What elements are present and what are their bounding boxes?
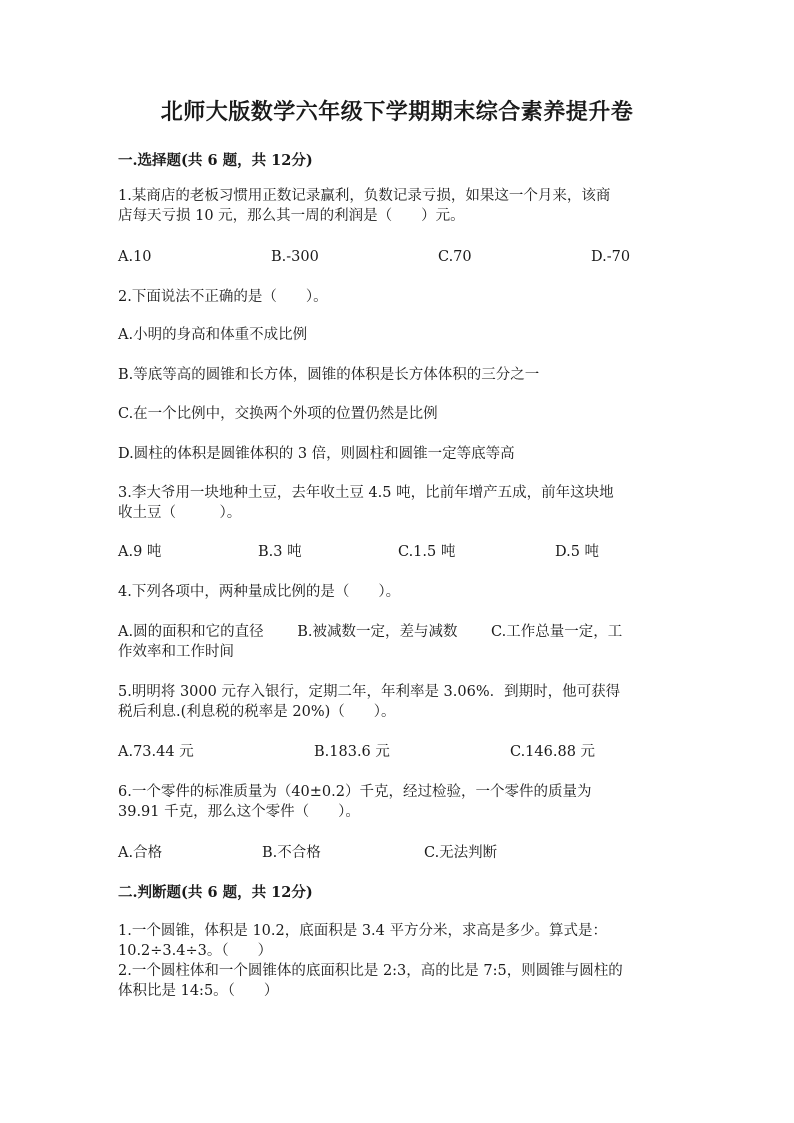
judgement-2-line-1: 2.一个圆柱体和一个圆锥体的底面积比是 2:3，高的比是 7:5，则圆锥与圆柱的: [118, 963, 623, 979]
option-a: A.10: [118, 249, 152, 265]
question-6-line-2: 39.91 千克，那么这个零件（ ）。: [118, 804, 360, 820]
option-b: B.-300: [271, 249, 319, 265]
option-b: B.3 吨: [258, 544, 302, 560]
page-title: 北师大版数学六年级下学期期末综合素养提升卷: [160, 99, 634, 125]
question-6-line-1: 6.一个零件的标准质量为（40±0.2）千克，经过检验，一个零件的质量为: [118, 784, 592, 800]
option-a: A.9 吨: [118, 544, 162, 560]
option-c: C.1.5 吨: [398, 544, 456, 560]
question-2-option-d: D.圆柱的体积是圆锥体积的 3 倍，则圆柱和圆锥一定等底等高: [118, 446, 515, 462]
option-b: B.183.6 元: [314, 744, 390, 760]
question-5-line-1: 5.明明将 3000 元存入银行，定期二年，年利率是 3.06%．到期时，他可获得: [118, 684, 621, 700]
question-4-options-line-2: 作效率和工作时间: [118, 644, 234, 660]
option-d: D.-70: [591, 249, 631, 265]
question-2-line-1: 2.下面说法不正确的是（ ）。: [118, 289, 328, 305]
question-4-line-1: 4.下列各项中，两种量成比例的是（ ）。: [118, 584, 401, 600]
question-3-line-2: 收土豆（ ）。: [118, 505, 242, 521]
question-2-option-a: A.小明的身高和体重不成比例: [118, 327, 308, 343]
judgement-1-line-2: 10.2÷3.4÷3。（ ）: [118, 943, 273, 959]
option-a: A.合格: [118, 845, 163, 861]
question-2-option-c: C.在一个比例中，交换两个外项的位置仍然是比例: [118, 406, 438, 422]
judgement-2-line-2: 体积比是 14:5。（ ）: [118, 983, 279, 999]
section-heading-choice: 一.选择题(共 6 题，共 12分): [118, 152, 313, 169]
section-heading-judgement: 二.判断题(共 6 题，共 12分): [118, 884, 313, 901]
question-3-line-1: 3.李大爷用一块地种土豆，去年收土豆 4.5 吨，比前年增产五成，前年这块地: [118, 485, 614, 501]
option-c: C.70: [438, 249, 472, 265]
question-1-line-2: 店每天亏损 10 元，那么其一周的利润是（ ）元。: [118, 208, 465, 224]
question-5-line-2: 税后利息.(利息税的税率是 20%)（ ）。: [118, 704, 396, 720]
judgement-1-line-1: 1.一个圆锥，体积是 10.2，底面积是 3.4 平方分米，求高是多少。算式是：: [118, 923, 608, 939]
option-c: C.无法判断: [424, 845, 498, 861]
option-a: A.73.44 元: [118, 744, 194, 760]
option-b: B.不合格: [262, 845, 321, 861]
option-d: D.5 吨: [555, 544, 600, 560]
question-1-line-1: 1.某商店的老板习惯用正数记录赢利，负数记录亏损，如果这一个月来，该商: [118, 188, 611, 204]
question-2-option-b: B.等底等高的圆锥和长方体，圆锥的体积是长方体体积的三分之一: [118, 367, 540, 383]
option-c: C.146.88 元: [510, 744, 596, 760]
question-4-options-line-1: A.圆的面积和它的直径 B.被减数一定，差与减数 C.工作总量一定，工: [118, 624, 623, 640]
